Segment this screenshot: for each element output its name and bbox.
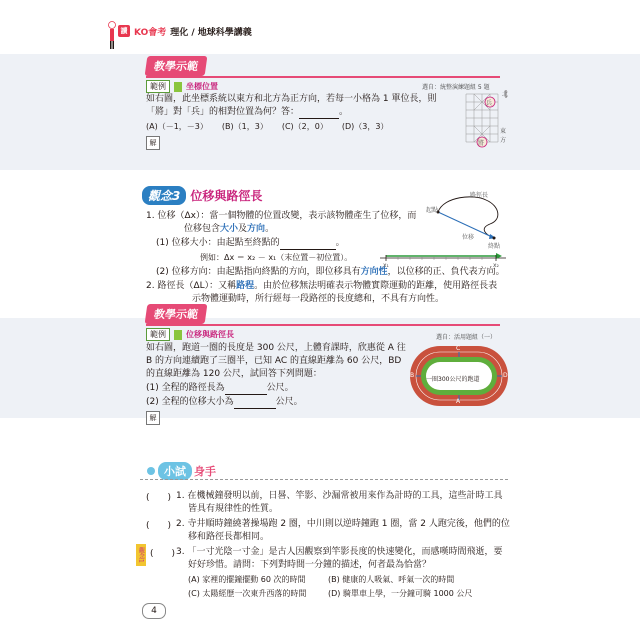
option: (C)（2，0） bbox=[281, 122, 328, 131]
option-list bbox=[146, 120, 388, 133]
mascot-icon bbox=[108, 20, 116, 50]
definition-displacement: 1. 位移（Δx）：當一個物體的位置改變，表示該物體產生了位移，而 bbox=[146, 211, 417, 221]
x2-label: x₂ bbox=[493, 262, 499, 269]
question-text: 的直線距離為 120 公尺，試回答下列問題： bbox=[146, 369, 322, 379]
side-tab: 觀念1 bbox=[136, 544, 146, 566]
option: (D) 騎單車上學，一分鐘可騎 1000 公尺 bbox=[328, 589, 473, 598]
point-label: A bbox=[456, 398, 461, 405]
definition-line: 示物體運動時，所行經每一段路徑的長度總和，不具有方向性。 bbox=[192, 294, 445, 304]
formula-example: 例如：Δx ＝ x₂ － x₁（末位置－初位置）。 bbox=[200, 253, 353, 262]
definition-path-length: 2. 路徑長（ΔL）：又稱路程。由於位移無法明確表示物體實際運動的距離，使用路徑長表 bbox=[146, 281, 498, 291]
concept-number: 觀念3 bbox=[142, 186, 186, 205]
brand-name: KO會考 bbox=[134, 27, 167, 38]
quiz-item: 2. 寺井順時鐘繞著操場跑 2 圈，中川則以逆時鐘跑 1 圈，當 2 人跑完後，他們的位 bbox=[176, 519, 510, 529]
teaching-tag-2: 教學示範 bbox=[146, 304, 206, 324]
quiz-item: 1. 在機械鐘發明以前，日晷、竿影、沙漏常被用來作為計時的工具，這些計時工具 bbox=[176, 491, 503, 501]
point-label: C bbox=[456, 345, 461, 352]
path-length-label: 路徑長 bbox=[470, 192, 489, 199]
solve-label: 解 bbox=[146, 411, 160, 425]
concept-title: 位移與路徑長 bbox=[190, 189, 263, 203]
teaching-tag-1: 教學示範 bbox=[146, 56, 206, 76]
sub-point: (2) 位移方向：由起點指向終點的方向，即位移具有方向性，以位移的正、負代表方向。 bbox=[156, 267, 505, 277]
quiz-item-line: 好好珍惜。請問：下列對時間一分鐘的描述，何者最為恰當？ bbox=[188, 560, 432, 570]
option: (B)（1，3） bbox=[221, 122, 268, 131]
quiz-bubble-icon bbox=[146, 466, 156, 476]
solve-label: 解 bbox=[146, 136, 160, 150]
sub-question: (2) 全程的位移大小為 公尺。 bbox=[146, 397, 303, 407]
example-label: 範例 bbox=[146, 328, 170, 341]
quiz-item-line: 移和路徑長都相同。 bbox=[188, 532, 270, 542]
concept-heading bbox=[142, 186, 262, 205]
point-label: B bbox=[410, 372, 415, 379]
track-label: 一圈300公尺的跑道 bbox=[426, 376, 480, 383]
option: (A) 家裡的擺鐘擺動 60 次的時間 bbox=[188, 575, 306, 584]
page-number: 4 bbox=[142, 603, 166, 619]
piece-general: 將 bbox=[478, 140, 485, 147]
end-label: 終點 bbox=[488, 243, 501, 250]
option: (D)（3，3） bbox=[341, 122, 389, 131]
example-header-2 bbox=[146, 328, 234, 341]
north-label: 北 bbox=[502, 91, 509, 98]
definition-line: 位移包含大小及方向。 bbox=[184, 224, 275, 234]
quiz-item-line: 皆具有規律性的性質。 bbox=[188, 504, 279, 514]
piece-soldier: 兵 bbox=[486, 100, 493, 107]
question-text: 如右圖，跑道一圈的長度是 300 公尺，上體育課時，欣惠從 A 往 bbox=[146, 343, 406, 353]
question-text: 如右圖，此坐標系統以東方和北方為正方向，若每一小格為 1 單位長，則 bbox=[146, 94, 437, 104]
question-text: B 的方向連續跑了三圈半，已知 AC 的直線距離為 60 公尺，BD bbox=[146, 356, 402, 366]
displacement-label: 位移 bbox=[462, 234, 475, 241]
option: (B) 健康的人吸氣、呼氣一次的時間 bbox=[328, 575, 455, 584]
number-line bbox=[378, 250, 510, 268]
question-text: 「將」對「兵」的相對位置為何？答： 。 bbox=[146, 107, 349, 117]
subject-title: 理化 / 地球科學講義 bbox=[170, 27, 252, 38]
example-marker-icon bbox=[174, 82, 182, 92]
option: (C) 太陽經歷一次東升西落的時間 bbox=[188, 589, 307, 598]
sub-point: (1) 位移大小：由起點至終點的 。 bbox=[156, 238, 345, 248]
divider bbox=[146, 324, 500, 326]
start-label: 起點 bbox=[426, 207, 439, 214]
example-title: 坐標位置 bbox=[186, 82, 218, 91]
logo-mark: 讀 bbox=[118, 25, 130, 37]
dashed-divider bbox=[140, 479, 508, 480]
option: (A)（－1，－3） bbox=[146, 122, 208, 131]
answer-blank[interactable]: ( ) bbox=[150, 549, 176, 559]
source-note: 選自：活用題組（一） bbox=[436, 334, 497, 341]
x1-label: x₁ bbox=[383, 262, 389, 269]
east-label: 東方 bbox=[500, 128, 507, 144]
answer-blank[interactable]: ( ) bbox=[146, 493, 172, 503]
example-label: 範例 bbox=[146, 80, 170, 93]
example-marker-icon bbox=[174, 330, 182, 340]
source-note: 選自：統整演練題組 5 題 bbox=[422, 84, 490, 91]
example-header-1 bbox=[146, 80, 218, 93]
divider bbox=[146, 76, 500, 78]
page-header bbox=[118, 22, 252, 40]
example-title: 位移與路徑長 bbox=[186, 330, 234, 339]
quiz-heading: 小試 身手 bbox=[146, 462, 216, 480]
quiz-item: 3. 「一寸光陰一寸金」是古人因觀察到竿影長度的快速變化，而感嘆時間飛逝，要 bbox=[176, 547, 503, 557]
sub-question: (1) 全程的路徑長為 公尺。 bbox=[146, 383, 294, 393]
point-label: D bbox=[503, 372, 508, 379]
answer-blank[interactable]: ( ) bbox=[146, 521, 172, 531]
